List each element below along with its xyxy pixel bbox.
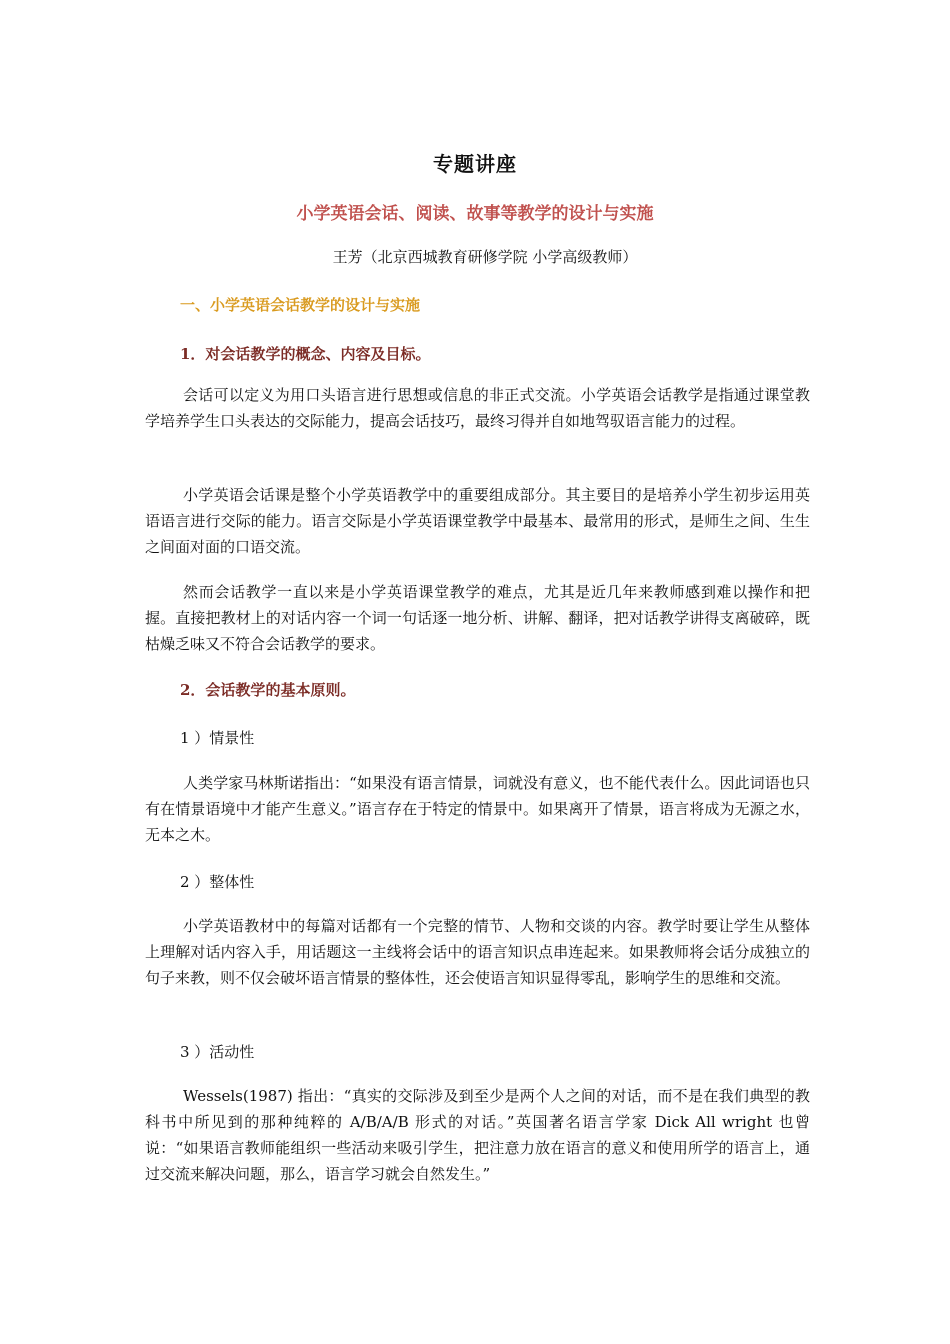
paragraph-2: 小学英语会话课是整个小学英语教学中的重要组成部分。其主要目的是培养小学生初步运用英语语言进行交际的能力。语言交际是小学英语课堂教学中最基本、最常用的形式，是师生之间、生生之间面对面的口语交流。 [145, 486, 810, 556]
paragraph-4: 人类学家马林斯诺指出：“如果没有语言情景，词就没有意义，也不能代表什么。因此词语也只有在情景语境中才能产生意义。”语言存在于特定的情景中。如果离开了情景，语言将成为无源之水，无本之木。 [145, 774, 810, 844]
paragraph-1: 会话可以定义为用口头语言进行思想或信息的非正式交流。小学英语会话教学是指通过课堂教学培养学生口头表达的交际能力，提高会话技巧，最终习得并自如地驾驭语言能力的过程。 [145, 386, 810, 430]
principle-item-2: 2 ）整体性 [180, 873, 255, 891]
sub-heading-1: 1．对会话教学的概念、内容及目标。 [180, 345, 431, 363]
sub-heading-2: 2．会话教学的基本原则。 [180, 681, 356, 699]
page-title: 专题讲座 [433, 152, 517, 176]
paragraph-6: Wessels(1987) 指出：“真实的交际涉及到至少是两个人之间的对话，而不是在我们典型的教科书中所见到的那种纯粹的 A/B/A/B 形式的对话。”英国著名语言学家 Dick All wright 也曾说：“如果语言教师能组织一些活动来吸引学生，把注意力放在语言的意义和使用所学的语言上，通过交流来解决问题，那么，语言学习就会自然发生。” [145, 1087, 810, 1183]
paragraph-3: 然而会话教学一直以来是小学英语课堂教学的难点，尤其是近几年来教师感到难以操作和把握。直接把教材上的对话内容一个词一句话逐一地分析、讲解、翻译，把对话教学讲得支离破碎，既枯燥乏味又不符合会话教学的要求。 [145, 583, 810, 653]
author-line: 王芳（北京西城教育研修学院 小学高级教师） [332, 248, 638, 266]
section-heading-1: 一、小学英语会话教学的设计与实施 [180, 296, 421, 314]
principle-item-1: 1 ）情景性 [180, 729, 255, 747]
paragraph-5: 小学英语教材中的每篇对话都有一个完整的情节、人物和交谈的内容。教学时要让学生从整体上理解对话内容入手，用话题这一主线将会话中的语言知识点串连起来。如果教师将会话分成独立的句子来教，则不仅会破坏语言情景的整体性，还会使语言知识显得零乱，影响学生的思维和交流。 [145, 917, 810, 987]
page-subtitle: 小学英语会话、阅读、故事等教学的设计与实施 [296, 204, 654, 224]
principle-item-3: 3 ）活动性 [180, 1043, 255, 1061]
